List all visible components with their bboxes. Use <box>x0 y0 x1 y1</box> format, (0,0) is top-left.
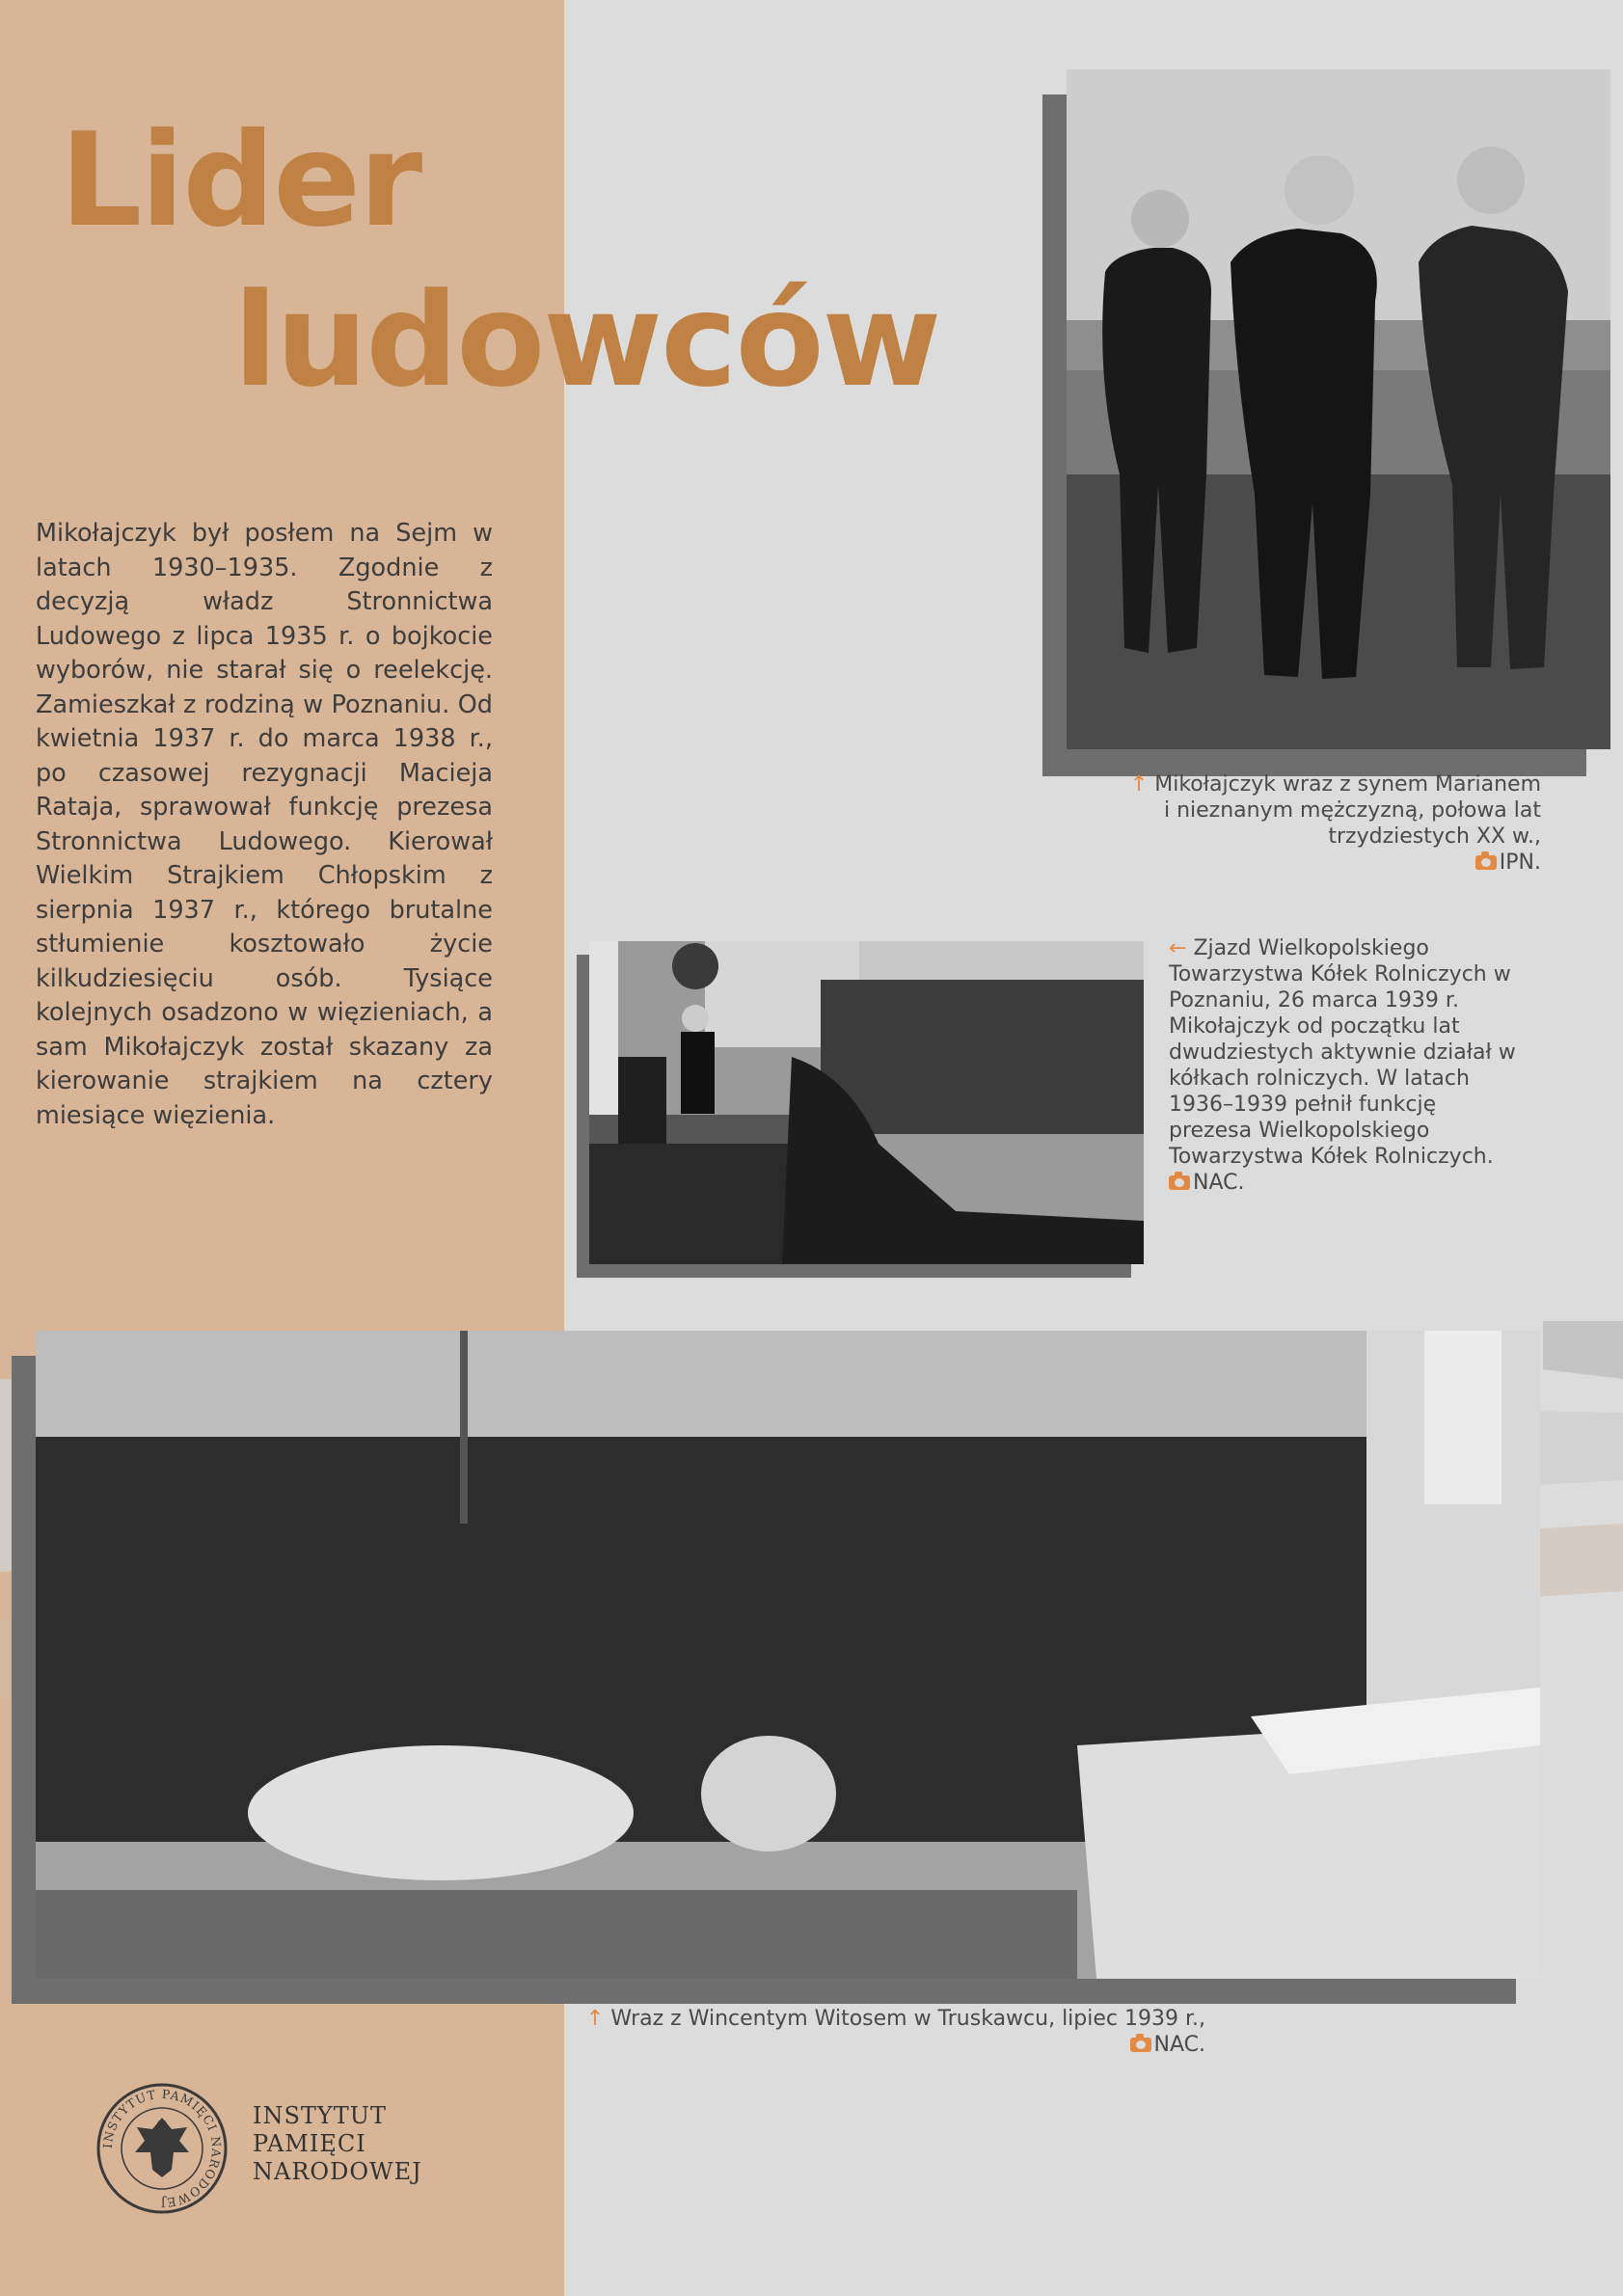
institution-name-line2: PAMIĘCI <box>253 2130 366 2157</box>
photo1-source: IPN. <box>1499 851 1541 875</box>
photo1-caption-text: Mikołajczyk wraz z synem Marianem i nieznanym mężczyzną, połowa lat trzydziestych XX w., <box>1154 772 1541 849</box>
photo3-source: NAC. <box>1153 2033 1205 2057</box>
photo2-caption <box>1169 935 1526 1196</box>
photo2-source: NAC. <box>1193 1171 1245 1195</box>
photo-congress-poznan <box>589 941 1144 1264</box>
photo2-caption-text: Zjazd Wielkopolskiego Towarzystwa Kółek Rolniczych w Poznaniu, 26 marca 1939 r. Mikołajczyk od początku lat dwudziestych aktywnie działał w kółkach rolniczych. W latach 1936–1939 pełnił funkcję prezesa Wielkopolskiego Towarzystwa Kółek Rolniczych. <box>1169 936 1516 1169</box>
arrow-left-icon: ← <box>1169 936 1187 960</box>
page-title-line1: Lider <box>60 105 421 256</box>
arrow-up-icon: ↑ <box>585 2007 605 2031</box>
intro-paragraph: Mikołajczyk był posłem na Sejm w latach 1930–1935. Zgodnie z decyzją władz Stronnictwa Ludowego z lipca 1935 r. o bojkocie wyborów, nie starał się o reelekcję. Zamieszkał z rodziną w Poznaniu. Od kwietnia 1937 r. do marca 1938 r., po czasowej rezygnacji Macieja Rataja, sprawował funkcję prezesa Stronnictwa Ludowego. Kierował Wielkim Strajkiem Chłopskim z sierpnia 1937 r., którego brutalne stłumienie kosztowało życie kilkudziesięciu osób. Tysiące kolejnych osadzono w więzieniach, a sam Mikołajczyk został skazany za kierowanie strajkiem na cztery miesiące więzienia. <box>36 519 493 1130</box>
ipn-seal-logo <box>95 2081 230 2216</box>
institution-name-line1: INSTYTUT <box>253 2102 388 2129</box>
institution-name-line3: NARODOWEJ <box>253 2158 422 2185</box>
photo1-caption <box>1119 771 1541 876</box>
seal-text: INSTYTUT PAMIĘCI NARODOWEJ <box>99 2086 225 2211</box>
institution-name <box>253 2102 422 2186</box>
camera-icon <box>1475 855 1497 870</box>
photo-group-with-witos <box>36 1331 1540 1979</box>
photo-mikolajczyk-with-son <box>1067 69 1610 749</box>
arrow-up-icon: ↑ <box>1129 772 1149 797</box>
page-title-line2: ludowców <box>233 265 940 416</box>
photo3-caption <box>540 2006 1205 2058</box>
camera-icon <box>1130 2038 1151 2052</box>
photo3-caption-text: Wraz z Wincentym Witosem w Truskawcu, lipiec 1939 r., <box>610 2007 1205 2031</box>
camera-icon <box>1169 1175 1190 1190</box>
